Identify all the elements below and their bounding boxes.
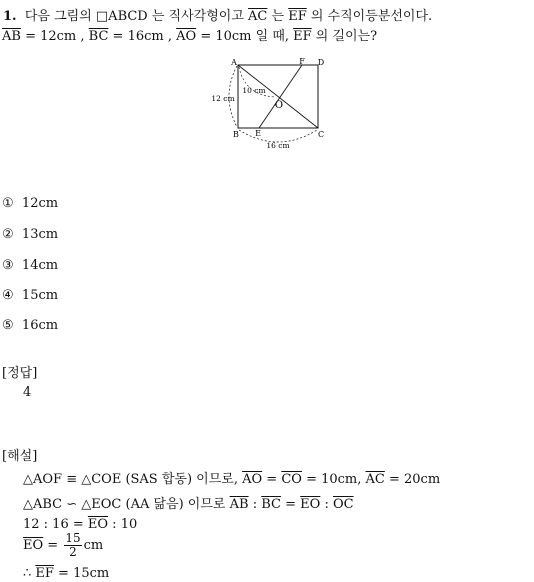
choice-marker: ③ [2,258,14,273]
diagonal-ac [238,65,318,128]
solution-line-2: △ABC ∽ △EOC (AA 닮음) 이므로 $\overline{AB}$ : $\overline{BC} = \overline{EO}$ : $\overline{OC}$ [23,497,354,512]
label-ao-length: 10 cm [242,86,266,95]
question-line-1: 1. 다음 그림의 □ABCD 는 직사각형이고 $\overline{AC}$ 는 $\overline{EF}$ 의 수직이등분선이다. [3,9,433,24]
choice-text: 15cm [21,288,59,303]
label-c: C [317,130,325,139]
label-bc-length: 16 cm [266,141,290,150]
fraction-15-over-2: $\frac{15}{2}$ [65,531,81,560]
solution-line-5: ∴ $\overline{EF} = 15cm$ [23,566,110,581]
label-ab-length: 12 cm [211,94,235,103]
label-o: O [274,100,284,111]
segment-ef [259,65,302,128]
label-a: A [231,58,237,67]
label-b: B [233,130,239,139]
label-e: E [255,129,261,138]
choice-text: 12cm [21,196,59,211]
answer-value: 4 [23,385,32,400]
choice-text: 16cm [21,318,59,333]
solution-heading: [해설] [2,449,38,464]
choice-2[interactable] [2,227,58,242]
choice-5[interactable] [2,318,58,333]
solution-line-3: 12 : $16 = \overline{EO}$ : 10 [23,517,138,532]
answer-heading: [정답] [2,366,38,381]
label-f: F [299,57,305,66]
choice-marker: ② [2,227,14,242]
solution-line-4: $\overline{EO}$ = $\frac{15}{2}$ cm [23,531,104,560]
choice-1[interactable] [2,196,58,211]
question-line-2: $\overline{AB} = 12cm$ , $\overline{BC} = 16cm$ , $\overline{AO} = 10cm$ 일 때, $\overline{EF}$ 의 길이는? [2,29,378,44]
choice-marker: ④ [2,288,14,303]
choice-text: 14cm [21,258,59,273]
choice-marker: ① [2,196,14,211]
label-d: D [317,58,325,67]
question-number: 1. [3,9,17,24]
choice-4[interactable] [2,288,58,303]
choice-marker: ⑤ [2,318,14,333]
rectangle-figure [205,56,335,152]
choice-3[interactable] [2,258,58,273]
choice-text: 13cm [21,227,59,242]
solution-line-1: △AOF ≡ △COE (SAS 합동) 이므로, $\overline{AO} = \overline{CO} = 10cm$, $\overline{AC} = 20cm$ [23,472,441,487]
